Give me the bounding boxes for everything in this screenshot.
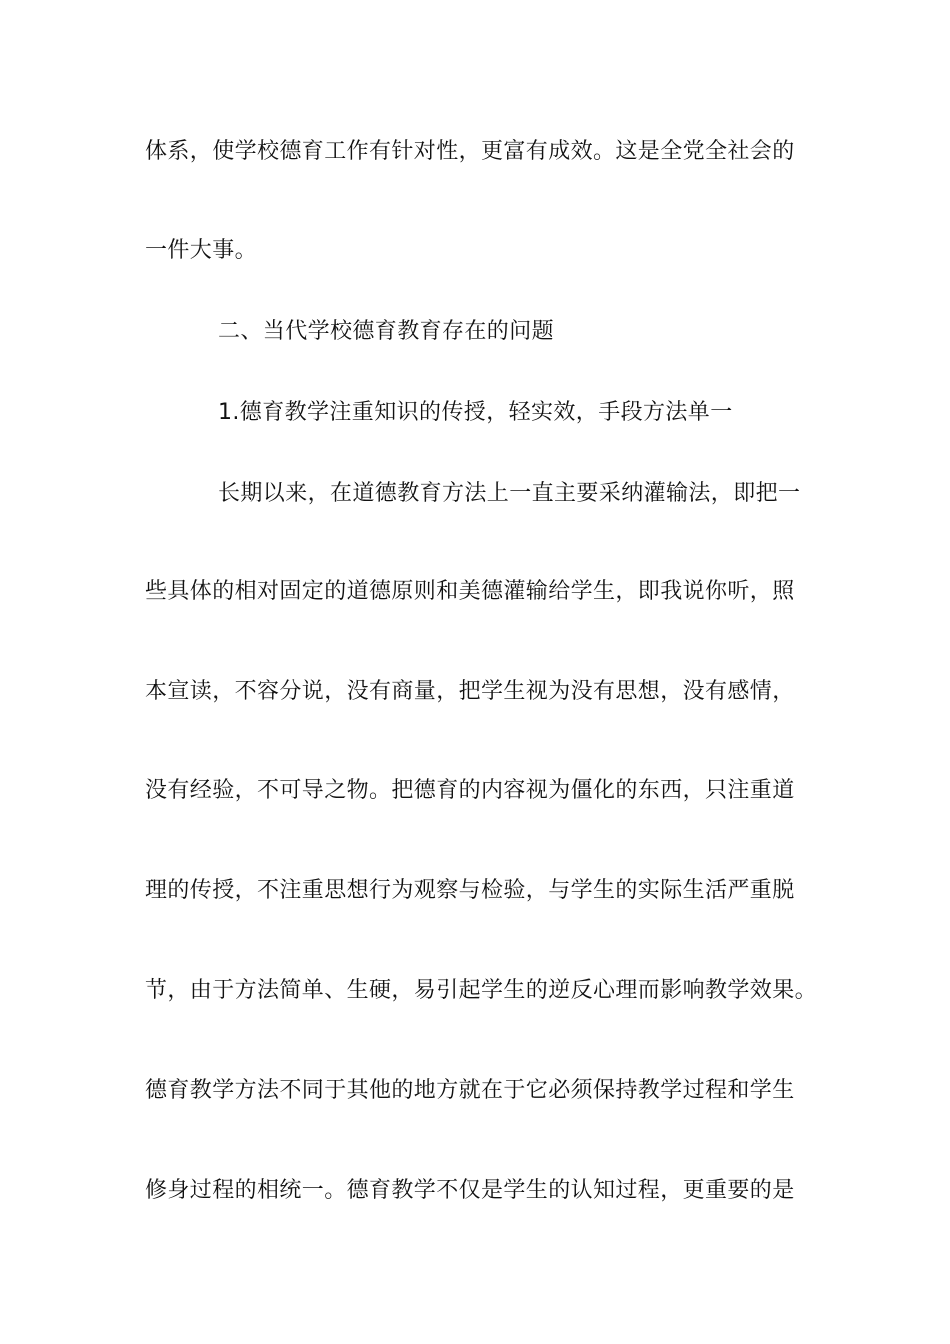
paragraph-line: 节，由于方法简单、生硬，易引起学生的逆反心理而影响教学效果。: [145, 978, 818, 1003]
paragraph-line: 德育教学方法不同于其他的地方就在于它必须保持教学过程和学生: [145, 1078, 795, 1103]
paragraph-line: 些具体的相对固定的道德原则和美德灌输给学生，即我说你听，照: [145, 579, 795, 604]
paragraph-line: 理的传授，不注重思想行为观察与检验，与学生的实际生活严重脱: [145, 878, 795, 903]
paragraph-line: 长期以来，在道德教育方法上一直主要采纳灌输法，即把一: [218, 481, 801, 506]
paragraph-line: 体系，使学校德育工作有针对性，更富有成效。这是全党全社会的: [145, 139, 795, 164]
paragraph-line: 一件大事。: [145, 238, 258, 263]
section-heading: 二、当代学校德育教育存在的问题: [218, 319, 555, 344]
paragraph-line: 修身过程的相统一。德育教学不仅是学生的认知过程，更重要的是: [145, 1178, 795, 1203]
subsection-heading: 1.德育教学注重知识的传授，轻实效，手段方法单一: [218, 400, 733, 425]
paragraph-line: 本宣读，不容分说，没有商量，把学生视为没有思想，没有感情，: [145, 679, 795, 704]
paragraph-line: 没有经验，不可导之物。把德育的内容视为僵化的东西，只注重道: [145, 778, 795, 803]
